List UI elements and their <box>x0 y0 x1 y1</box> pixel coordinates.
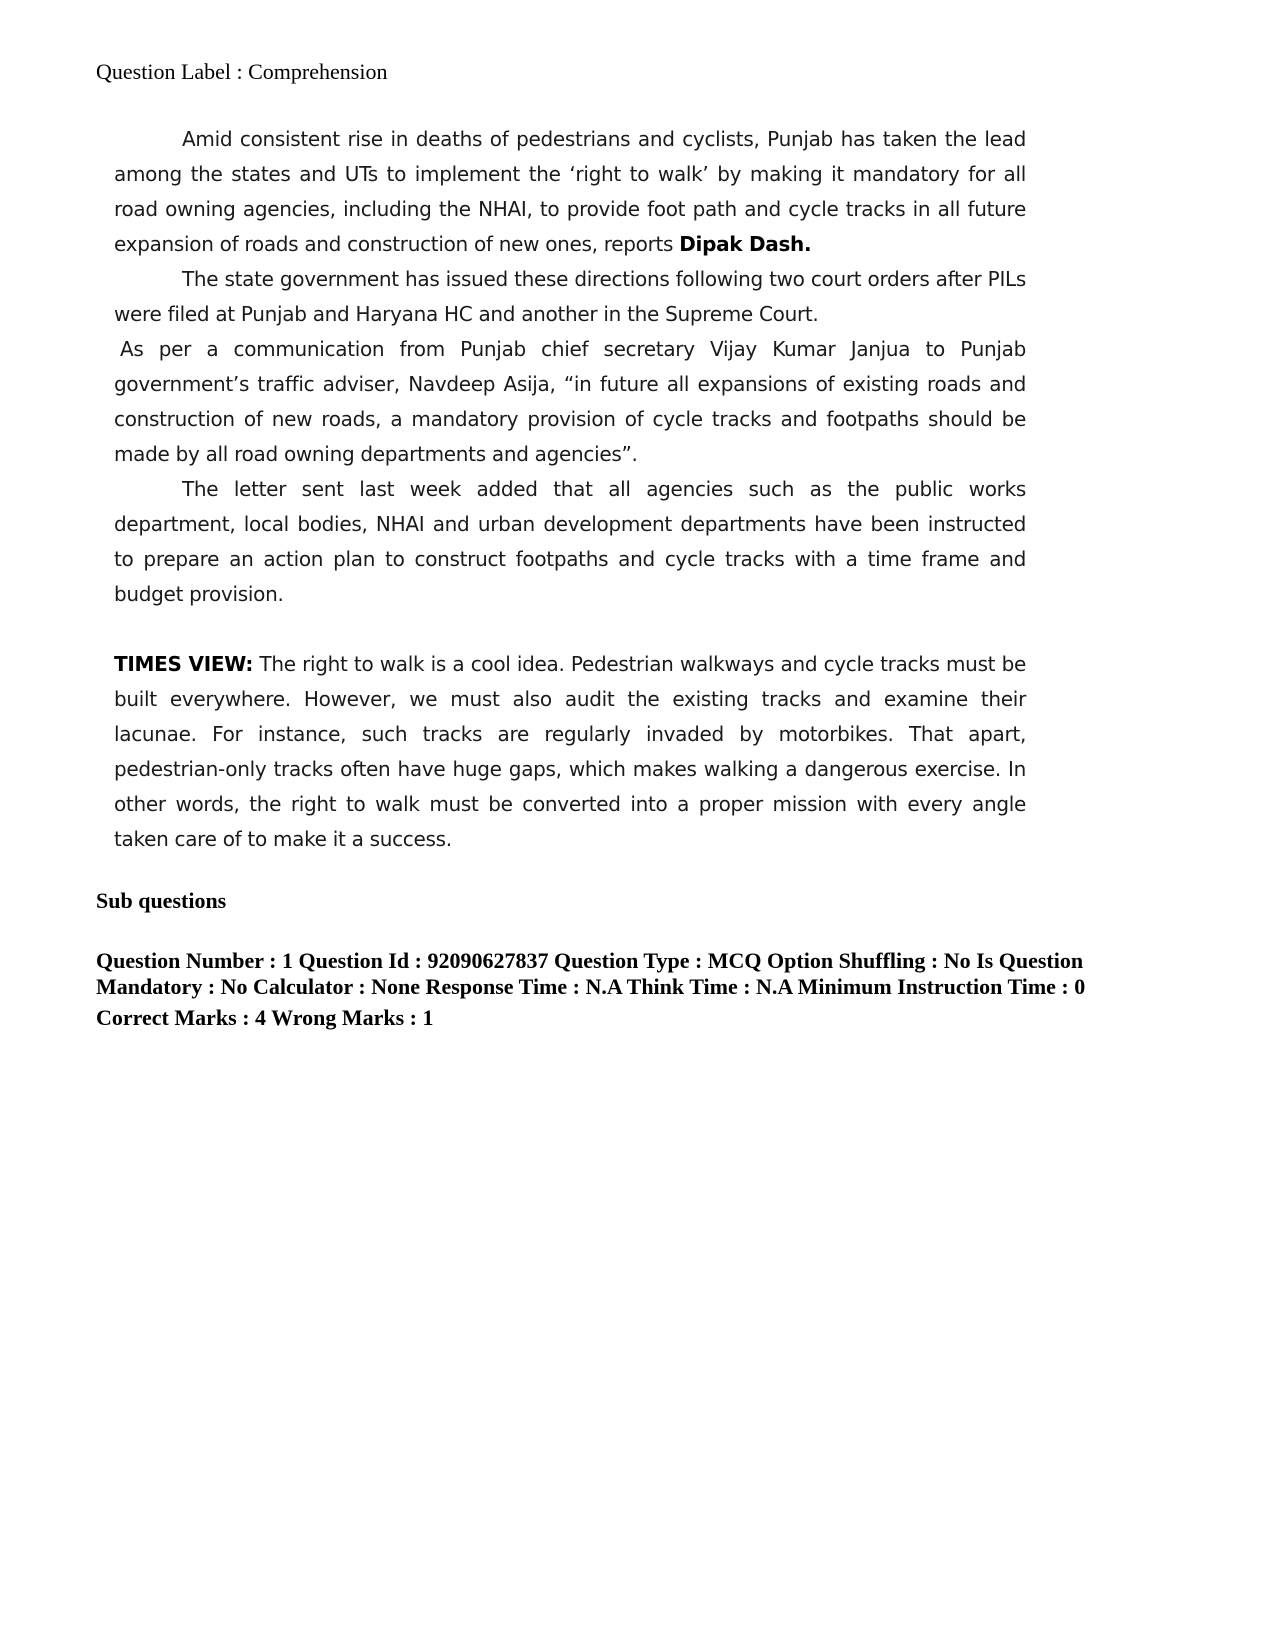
times-view-paragraph <box>114 647 1026 857</box>
passage-paragraph-2: The state government has issued these directions following two court orders after PILs were filed at Punjab and Haryana HC and another in the Supreme Court. <box>114 267 1026 326</box>
passage-paragraph-4: The letter sent last week added that all agencies such as the public works department, local bodies, NHAI and urban development departments have been instructed to prepare an action plan to construct footpaths and cycle tracks with a time frame and budget provision. <box>114 477 1026 606</box>
reporter-name: Dipak Dash. <box>679 232 812 256</box>
times-view-label: TIMES VIEW: <box>114 652 254 676</box>
paragraph-spacer <box>114 612 1026 647</box>
question-meta-line-2: Mandatory : No Calculator : None Response Time : N.A Think Time : N.A Minimum Instruction Time : 0 <box>96 974 1086 999</box>
question-label: Question Label : Comprehension <box>96 59 388 84</box>
question-meta <box>96 948 1196 1031</box>
sub-questions-heading: Sub questions <box>96 888 227 913</box>
passage-paragraph-1-text: Amid consistent rise in deaths of pedestrians and cyclists, Punjab has taken the lead among the states and UTs to implement the ‘right to walk’ by making it mandatory for all road owning agencies, including the NHAI, to provide foot path and cycle tracks in all future expansion of roads and construction of new ones, reports <box>114 127 1026 256</box>
question-meta-line-1: Question Number : 1 Question Id : 92090627837 Question Type : MCQ Option Shuffling : No Is Question <box>96 948 1084 973</box>
question-meta-line-3: Correct Marks : 4 Wrong Marks : 1 <box>96 1005 434 1030</box>
comprehension-passage <box>114 122 1026 857</box>
passage-paragraph-3: As per a communication from Punjab chief secretary Vijay Kumar Janjua to Punjab government’s traffic adviser, Navdeep Asija, “in future all expansions of existing roads and construction of new roads, a mandatory provision of cycle tracks and footpaths should be made by all road owning departments and agencies”. <box>114 337 1026 466</box>
times-view-text: The right to walk is a cool idea. Pedestrian walkways and cycle tracks must be built everywhere. However, we must also audit the existing tracks and examine their lacunae. For instance, such tracks are regularly invaded by motorbikes. That apart, pedestrian-only tracks often have huge gaps, which makes walking a dangerous exercise. In other words, the right to walk must be converted into a proper mission with every angle taken care of to make it a success. <box>114 652 1026 851</box>
passage-paragraph-1 <box>114 122 1026 262</box>
